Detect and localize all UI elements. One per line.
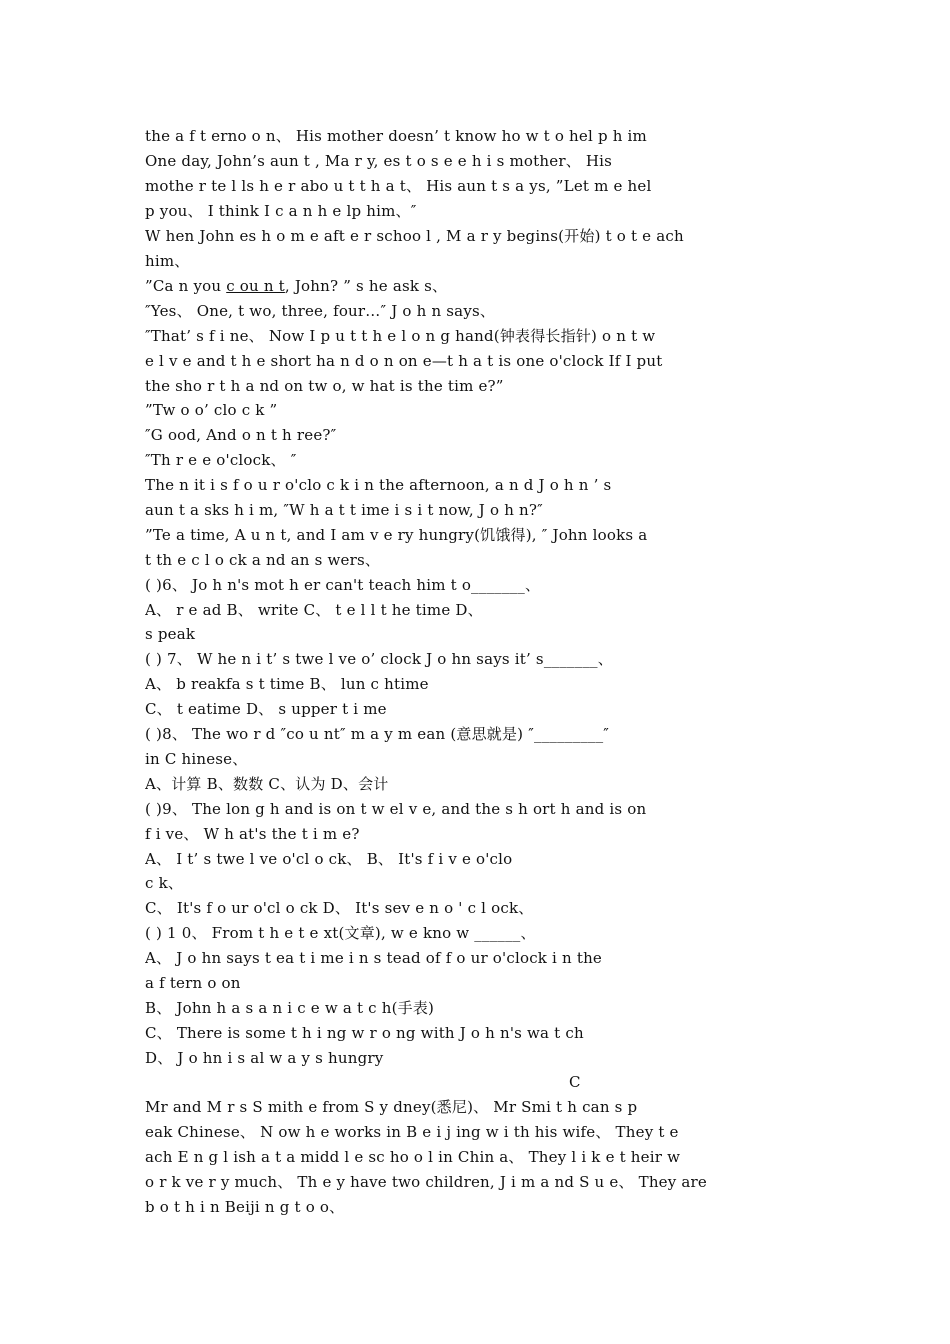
text-line: b o t h i n Beiji n g t o o、 [145,1198,345,1216]
text-line: eak Chinese、 N ow h e works in B e i j ing w i th his wife、 They t e [145,1123,679,1141]
text-line: ach E n g l ish a t a midd l e sc ho o l in Chin a、 They l i k e t heir w [145,1148,681,1166]
text-line: the a f t erno o n、 His mother doesn’ t know ho w t o hel p h im [145,127,647,145]
text-line: o r k ve r y much、 Th e y have two children, J i m a nd S u e、 They are [145,1173,707,1191]
question-9-options: A、 I t’ s twe l ve o'cl o ck、 B、 It's f i v e o'clo [145,850,513,868]
text-line: him、 [145,252,190,270]
section-heading: C [569,1073,581,1091]
text-line: e l v e and t h e short ha n d o n on e—t h a t is one o'clock If I put [145,352,663,370]
question-9-options: C、 It's f o ur o'cl o ck D、 It's sev e n o ' c l ock、 [145,899,534,917]
underlined-word: c ou n t [226,277,285,295]
question-8: ( )8、 The wo r d ″co u nt″ m a y m ean (意思就是) ″_________″ [145,725,610,743]
question-7-options: A、 b reakfa s t time B、 lun c htime [145,675,429,693]
text-line: t th e c l o ck a nd an s wers、 [145,551,381,569]
text-line: ″Yes、 One, t wo, three, four…″ J o h n says、 [145,302,496,320]
question-8-options: A、计算 B、数数 C、认为 D、会计 [145,775,389,793]
text-segment: ”Ca n you [145,277,227,295]
text-line: ″That’ s f i ne、 Now I p u t t h e l o n g hand(钟表得长指针) o n t w [145,327,656,345]
text-line: ″Th r e e o'clock、 ″ [145,451,297,469]
question-6: ( )6、 Jo h n's mot h er can't teach him t o_______、 [145,576,541,594]
question-10-options: A、 J o hn says t ea t i me i n s tead of f o ur o'clock i n the [145,949,603,967]
text-line: c k、 [145,874,184,892]
text-line: f i ve、 W h at's the t i m e? [145,825,360,843]
question-10: ( ) 1 0、 From t h e t e xt(文章), w e kno w ______、 [145,924,536,942]
question-6-options: A、 r e ad B、 write C、 t e l l t he time D、 [145,601,483,619]
text-line: ”Tw o o’ clo c k ” [145,401,278,419]
text-line: The n it i s f o u r o'clo c k i n the afternoon, a n d J o h n ’ s [145,476,612,494]
question-9: ( )9、 The lon g h and is on t w el v e, and the s h ort h and is on [145,800,647,818]
text-line: the sho r t h a nd on tw o, w hat is the tim e?” [145,377,504,395]
text-line: ”Te a time, A u n t, and I am v e ry hungry(饥饿得), ″ John looks a [145,526,648,544]
text-line: aun t a sks h i m, ″W h a t t ime i s i t now, J o h n?″ [145,501,543,519]
text-line: p you、 I think I c a n h e lp him、″ [145,202,417,220]
text-line [145,274,815,299]
text-line: in C hinese、 [145,750,248,768]
question-10-options: D、 J o hn i s al w a y s hungry [145,1049,384,1067]
text-line: s peak [145,625,196,643]
text-line: W hen John es h o m e aft e r schoo l , M a r y begins(开始) t o t e ach [145,227,684,245]
text-line: ″G ood, And o n t h ree?″ [145,426,337,444]
text-line: a f tern o on [145,974,241,992]
text-line: One day, John’s aun t , Ma r y, es t o s e e h i s mother、 His [145,152,613,170]
text-line: mothe r te l ls h e r abo u t t h a t、 His aun t s a ys, ”Let m e hel [145,177,652,195]
question-10-options: B、 John h a s a n i c e w a t c h(手表) [145,999,435,1017]
question-7: ( ) 7、 W he n i t’ s twe l ve o’ clock J o hn says it’ s_______、 [145,650,613,668]
question-7-options: C、 t eatime D、 s upper t i me [145,700,387,718]
question-10-options: C、 There is some t h i ng w r o ng with J o h n's wa t ch [145,1024,584,1042]
text-line: Mr and M r s S mith e from S y dney(悉尼)、 Mr Smi t h can s p [145,1098,638,1116]
text-segment: , John? ” s he ask s、 [284,277,448,295]
